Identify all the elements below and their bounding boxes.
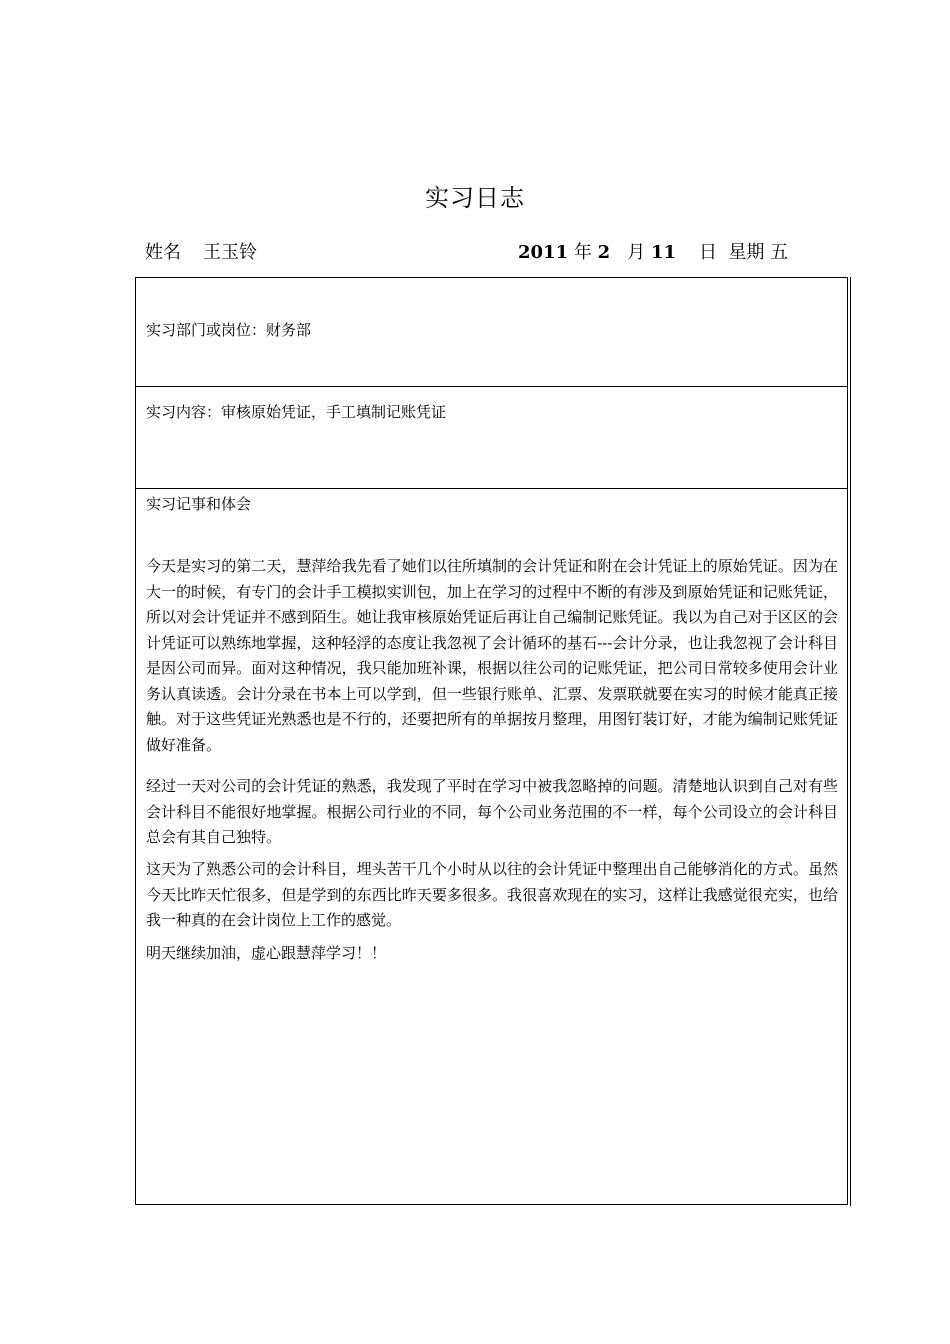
weekday-label: 星期 — [728, 242, 765, 263]
date-year-unit: 年 — [573, 242, 592, 263]
page-title: 实习日志 — [425, 184, 525, 212]
log-table — [135, 277, 848, 1205]
name-value: 王玉铃 — [203, 242, 257, 263]
content-text: 实习内容：审核原始凭证，手工填制记账凭证 — [146, 403, 447, 421]
date-year: 2011 — [518, 242, 569, 263]
weekday-value: 五 — [770, 242, 789, 263]
notes-heading: 实习记事和体会 — [146, 495, 252, 513]
notes-paragraph-2: 经过一天对公司的会计凭证的熟悉，我发现了平时在学习中被我忽略掉的问题。清楚地认识到自己对有些会计科目不能很好地掌握。根据公司行业的不同，每个公司业务范围的不一样，每个公司设立的会计科目总会有其自己独特。 — [146, 777, 838, 846]
name-label: 姓名 — [145, 242, 181, 263]
date-month: 2 — [597, 242, 611, 263]
content-row — [136, 387, 847, 489]
department-row — [136, 278, 847, 387]
notes-paragraph-4: 明天继续加油，虚心跟慧萍学习！！ — [146, 944, 387, 962]
log-header — [145, 238, 805, 266]
date-line — [518, 238, 788, 264]
notes-row — [136, 489, 847, 1204]
notes-paragraph-1: 今天是实习的第二天，慧萍给我先看了她们以往所填制的会计凭证和附在会计凭证上的原始凭证。因为在大一的时候，有专门的会计手工模拟实训包，加上在学习的过程中不断的有涉及到原始凭证和记账凭证，所以对会计凭证并不感到陌生。她让我审核原始凭证后再让自己编制记账凭证。我以为自己对于区区的会计凭证可以熟练地掌握，这种轻浮的态度让我忽视了会计循环的基石---会计分录，也让我忽视了会计科目是因公司而异。面对这种情况，我只能加班补课，根据以往公司的记账凭证，把公司日常较多使用会计业务认真读透。会计分录在书本上可以学到，但一些银行账单、汇票、发票联就要在实习的时候才能真正接触。对于这些凭证光熟悉也是不行的，还要把所有的单据按月整理，用图钉装订好，才能为编制记账凭证做好准备。 — [146, 557, 838, 754]
date-day-unit: 日 — [698, 242, 717, 263]
notes-paragraph-3: 这天为了熟悉公司的会计科目，埋头苦干几个小时从以往的会计凭证中整理出自己能够消化的方式。虽然今天比昨天忙很多，但是学到的东西比昨天要多很多。我很喜欢现在的实习，这样让我感觉很充实，也给我一种真的在会计岗位上工作的感觉。 — [146, 860, 838, 929]
date-day: 11 — [651, 242, 677, 263]
date-month-unit: 月 — [627, 242, 646, 263]
department-text: 实习部门或岗位：财务部 — [146, 321, 312, 339]
